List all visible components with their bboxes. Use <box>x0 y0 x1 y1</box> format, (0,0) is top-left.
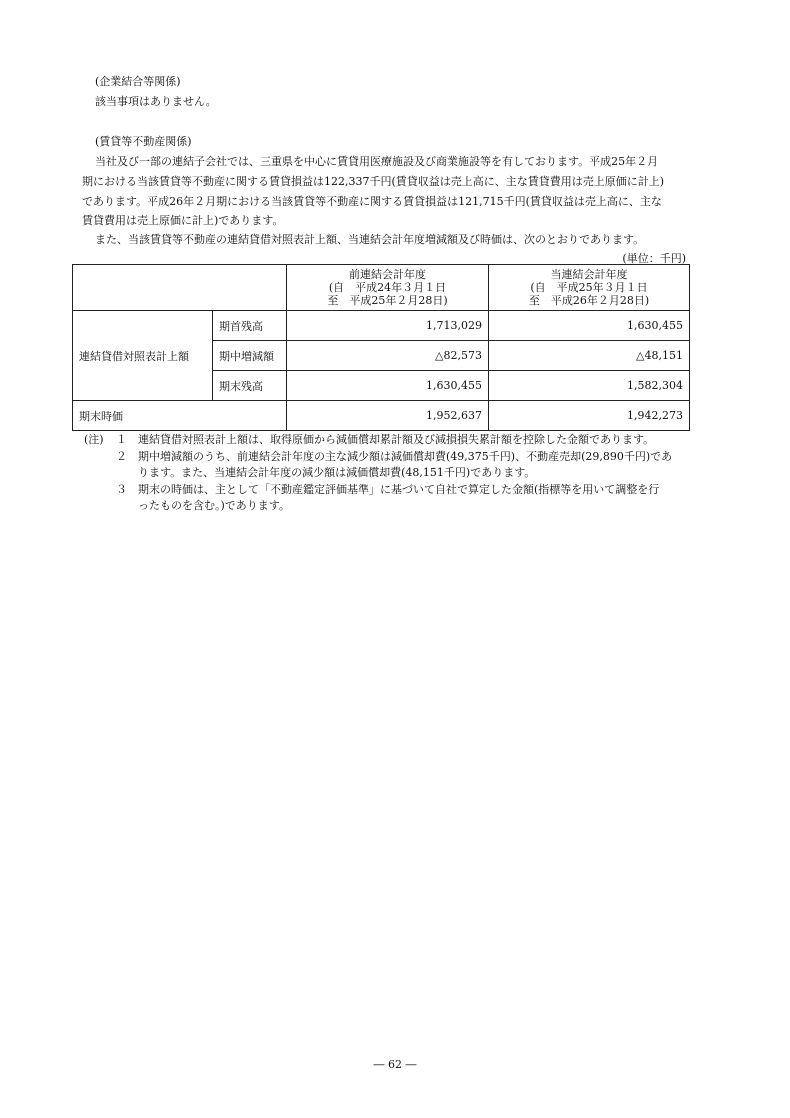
paragraph-line: 期における当該賃貸等不動産に関する賃貸損益は122,337千円(賃貸収益は売上高に、主な賃貸費用は売上原価に計上) <box>82 175 665 188</box>
note-text: ります。また、当連結会計年度の減少額は減価償却費(48,151千円)であります。 <box>138 466 536 479</box>
note-number: ２ <box>116 450 127 463</box>
note-text: 期末の時価は、主として「不動産鑑定評価基準」に基づいて自社で算定した金額(指標等を用いて調整を行 <box>138 483 660 496</box>
value-curr-fair-value: 1,942,273 <box>489 401 690 431</box>
row-label-closing: 期末残高 <box>213 371 287 401</box>
note-text: 期中増減額のうち、前連結会計年度の主な減少額は減価償却費(49,375千円)、不動産売却(29,890千円)であ <box>138 450 673 463</box>
notes-prefix: (注) <box>84 433 104 446</box>
section-heading-rental-property: (賃貸等不動産関係) <box>95 135 192 148</box>
paragraph-line: であります。平成26年２月期における当該賃貸等不動産に関する賃貸損益は121,715千円(賃貸収益は売上高に、主な <box>82 195 662 208</box>
header-prev-year <box>287 265 489 311</box>
unit-label: (単位：千円) <box>622 252 686 265</box>
header-curr-to: 至 平成26年２月28日) <box>528 294 650 307</box>
section-heading-business-combination: (企業結合等関係) <box>95 75 181 88</box>
paragraph-line: 当社及び一部の連結子会社では、三重県を中心に賃貸用医療施設及び商業施設等を有しております。平成25年２月 <box>95 155 659 168</box>
paragraph-line: 賃貸費用は売上原価に計上)であります。 <box>82 214 284 227</box>
note-text: 連結貸借対照表計上額は、取得原価から減価償却累計額及び減損損失累計額を控除した金額であります。 <box>138 433 655 446</box>
row-label-change: 期中増減額 <box>213 341 287 371</box>
value-prev-change: △82,573 <box>287 341 489 371</box>
header-empty-cell <box>73 265 287 311</box>
value-curr-closing: 1,582,304 <box>489 371 690 401</box>
paragraph-line: また、当該賃貸等不動産の連結貸借対照表計上額、当連結会計年度増減額及び時価は、次のとおりであります。 <box>95 233 645 246</box>
value-prev-opening: 1,713,029 <box>287 311 489 341</box>
note-number: １ <box>116 433 127 446</box>
value-curr-change: △48,151 <box>489 341 690 371</box>
header-curr-title: 当連結会計年度 <box>550 268 628 281</box>
row-label-opening: 期首残高 <box>213 311 287 341</box>
page-number: ― 62 ― <box>373 1058 417 1071</box>
table-header-row <box>73 265 690 311</box>
table-row <box>73 311 690 341</box>
header-prev-from: (自 平成24年３月１日 <box>328 281 447 294</box>
table-row <box>73 401 690 431</box>
header-prev-title: 前連結会計年度 <box>349 268 426 281</box>
value-curr-opening: 1,630,455 <box>489 311 690 341</box>
row-label-fair-value: 期末時価 <box>73 401 287 431</box>
header-curr-year <box>489 265 690 311</box>
note-number: ３ <box>116 483 127 496</box>
value-prev-fair-value: 1,952,637 <box>287 401 489 431</box>
value-prev-closing: 1,630,455 <box>287 371 489 401</box>
group-label-cell: 連結貸借対照表計上額 <box>73 311 213 401</box>
header-curr-from: (自 平成25年３月１日 <box>530 281 648 294</box>
note-text: ったものを含む。)であります。 <box>138 499 290 512</box>
header-prev-to: 至 平成25年２月28日) <box>327 294 448 307</box>
section-body-business-combination: 該当事項はありません。 <box>95 95 217 108</box>
rental-property-table <box>72 264 690 431</box>
